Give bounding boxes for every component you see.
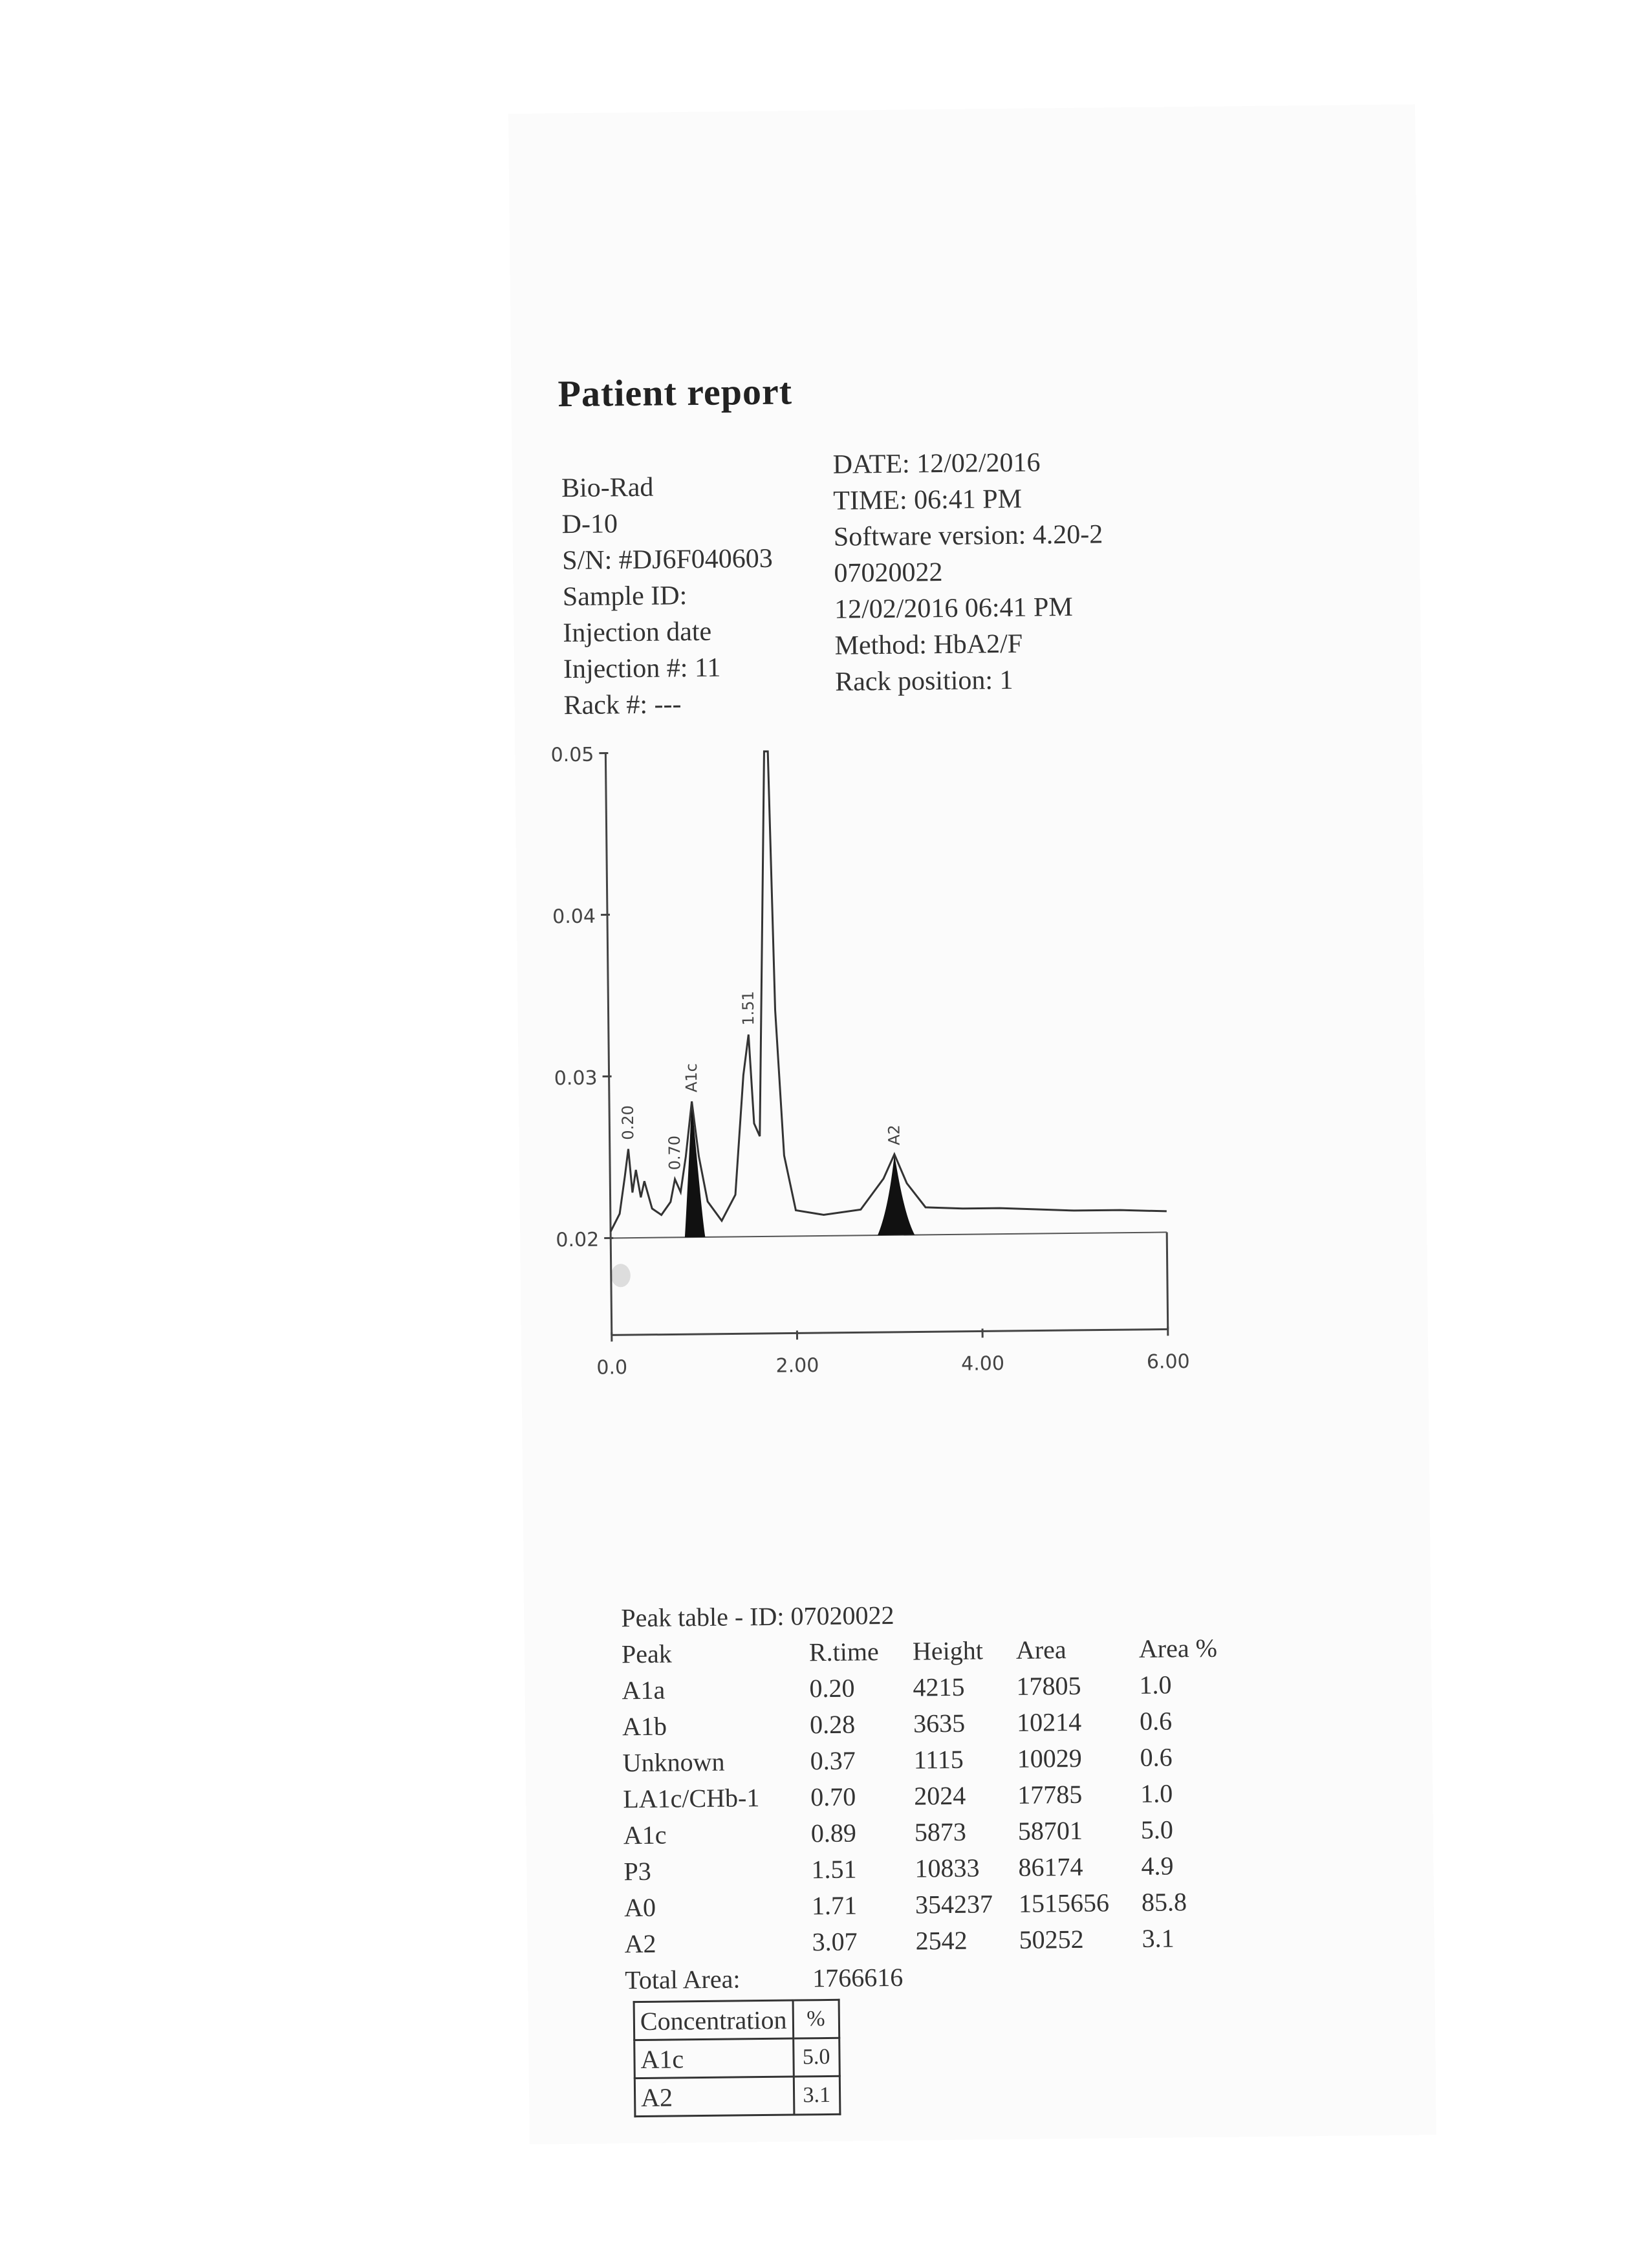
peak-height: 3635 — [913, 1708, 966, 1738]
concentration-value: 5.0 — [793, 2038, 839, 2077]
peak-area: 86174 — [1018, 1852, 1083, 1882]
peak-table-rows — [622, 1667, 1220, 1963]
x-axis-line — [612, 1329, 1168, 1335]
col-header-rtime: R.time — [808, 1637, 879, 1667]
peak-height: 10833 — [915, 1853, 980, 1883]
peak-rtime: 1.71 — [811, 1890, 858, 1921]
table-row — [624, 1884, 1220, 1927]
peak-area-percent: 0.6 — [1139, 1706, 1173, 1736]
peak-label: A1c — [682, 1063, 701, 1093]
table-row — [622, 1703, 1218, 1745]
table-row — [622, 1739, 1218, 1782]
peak-height: 2542 — [915, 1925, 968, 1956]
concentration-table — [633, 1999, 841, 2117]
plot-right-edge — [1167, 1232, 1168, 1329]
peak-name: A0 — [623, 1892, 656, 1923]
serial-number: S/N: #DJ6F040603 — [562, 543, 774, 576]
peak-rtime: 0.37 — [810, 1745, 856, 1776]
report-paper — [508, 104, 1436, 2144]
col-header-peak: Peak — [621, 1639, 672, 1669]
chromatogram — [515, 727, 1274, 1575]
col-header-area: Area — [1015, 1635, 1067, 1665]
table-row — [623, 1811, 1219, 1854]
peak-height: 5873 — [914, 1817, 967, 1847]
concentration-name: A2 — [634, 2077, 794, 2117]
table-row — [623, 1775, 1218, 1818]
peak-height: 1115 — [913, 1744, 964, 1775]
peak-area-percent: 1.0 — [1140, 1778, 1173, 1808]
x-tick-label: 6.00 — [1146, 1350, 1190, 1374]
y-axis-line — [605, 753, 611, 1335]
peak-area-percent: 4.9 — [1141, 1851, 1174, 1881]
peak-name: LA1c/CHb-1 — [623, 1783, 760, 1814]
peak-area: 58701 — [1017, 1815, 1083, 1846]
peak-name: A1c — [623, 1820, 667, 1850]
injection-date-value: 12/02/2016 06:41 PM — [834, 592, 1073, 625]
x-tick-label: 4.00 — [961, 1352, 1005, 1376]
peak-height: 4215 — [913, 1672, 965, 1702]
software-version: Software version: 4.20-2 — [833, 519, 1103, 552]
concentration-name: A1c — [634, 2038, 794, 2079]
peak-name: A2 — [624, 1928, 656, 1959]
peak-area-percent: 5.0 — [1140, 1815, 1174, 1844]
peak-area: 10214 — [1016, 1707, 1082, 1737]
peak-label: 0.70 — [665, 1135, 684, 1171]
peak-label: 1.51 — [739, 991, 758, 1026]
peak-area-percent: 3.1 — [1142, 1923, 1175, 1953]
peak-rtime: 1.51 — [811, 1854, 857, 1885]
header-right-fields — [832, 444, 1105, 700]
concentration-header-row — [634, 2000, 839, 2040]
peak-label: 0.20 — [618, 1105, 638, 1140]
chart-ticks — [550, 737, 1189, 1379]
peak-table — [621, 1594, 1220, 1999]
peak-area-percent: 0.6 — [1140, 1742, 1173, 1772]
y-tick-label: 0.04 — [552, 905, 596, 929]
sample-id-value: 07020022 — [834, 557, 943, 589]
peak-rtime: 3.07 — [812, 1927, 858, 1957]
report-title: Patient report — [558, 370, 793, 415]
peak-label: A2 — [885, 1125, 904, 1145]
x-tick-label: 0.0 — [596, 1356, 628, 1379]
chart-axes — [605, 747, 1167, 1335]
peak-area: 17785 — [1017, 1779, 1083, 1809]
report-date: DATE: 12/02/2016 — [832, 448, 1041, 480]
peak-name: P3 — [623, 1856, 651, 1886]
total-area-row — [625, 1956, 1220, 1999]
instrument: D-10 — [561, 509, 618, 540]
method: Method: HbA2/F — [834, 629, 1023, 661]
header-left-fields — [561, 468, 775, 724]
peak-area: 1515656 — [1018, 1888, 1110, 1918]
peak-area-percent: 85.8 — [1141, 1887, 1187, 1917]
col-header-height: Height — [912, 1636, 984, 1666]
concentration-row — [634, 2038, 839, 2078]
manufacturer: Bio-Rad — [561, 472, 654, 504]
peak-rtime: 0.20 — [809, 1673, 855, 1703]
peak-name: A1b — [622, 1711, 667, 1742]
concentration-header: Concentration — [634, 2000, 793, 2040]
x-tick-label: 2.00 — [775, 1354, 819, 1377]
peak-name: A1a — [622, 1675, 666, 1705]
peak-area: 50252 — [1019, 1924, 1084, 1954]
sample-id-label: Sample ID: — [562, 581, 688, 612]
injection-date-label: Injection date — [563, 616, 712, 649]
peak-rtime: 0.70 — [810, 1782, 856, 1812]
y-tick-label: 0.02 — [556, 1228, 600, 1252]
report-time: TIME: 06:41 PM — [833, 484, 1023, 516]
col-header-area-percent: Area % — [1138, 1633, 1218, 1663]
peak-height: 354237 — [915, 1889, 993, 1919]
y-tick-label: 0.03 — [554, 1066, 598, 1090]
total-area-value: 1766616 — [812, 1962, 904, 1993]
table-row — [622, 1667, 1217, 1709]
peak-area-percent: 1.0 — [1139, 1670, 1172, 1700]
total-area-label: Total Area: — [624, 1964, 741, 1995]
concentration-value: 3.1 — [794, 2076, 840, 2115]
filled-peak-a2 — [877, 1154, 915, 1236]
injection-number: Injection #: 11 — [563, 653, 721, 685]
peak-height: 2024 — [914, 1780, 966, 1811]
peak-name: Unknown — [622, 1747, 725, 1778]
peak-rtime: 0.28 — [809, 1709, 856, 1740]
peak-rtime: 0.89 — [810, 1818, 857, 1848]
rack-position: Rack position: 1 — [834, 665, 1013, 697]
concentration-row — [634, 2076, 839, 2116]
peak-table-header — [622, 1630, 1217, 1673]
table-row — [623, 1848, 1219, 1890]
peak-table-title: Peak table - ID: 07020022 — [621, 1600, 894, 1633]
table-row — [624, 1920, 1220, 1963]
concentration-unit: % — [793, 2000, 839, 2038]
y-tick-label: 0.05 — [550, 743, 594, 767]
rack-number: Rack #: --- — [563, 689, 682, 721]
peak-area: 17805 — [1016, 1670, 1081, 1701]
peak-area: 10029 — [1017, 1743, 1082, 1773]
